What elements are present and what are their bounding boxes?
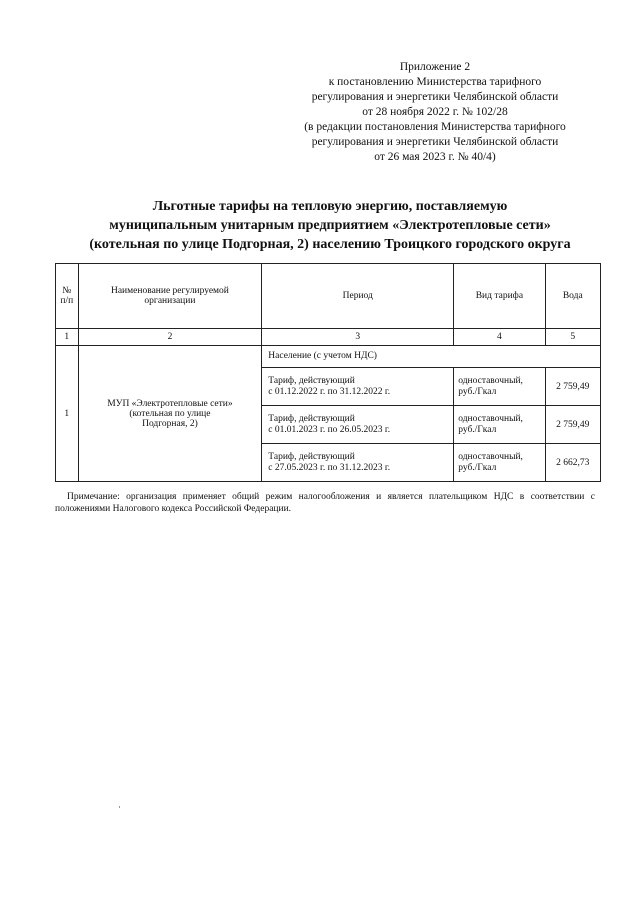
tariff-type-line1: одноставочный, [458, 413, 523, 424]
tariff-type-line1: одноставочный, [458, 451, 523, 462]
period-cell [262, 444, 454, 482]
column-number: 4 [454, 329, 545, 346]
period-line1: Тариф, действующий [268, 375, 355, 386]
scan-speck [119, 806, 120, 808]
period-line2: с 01.12.2022 г. по 31.12.2022 г. [268, 386, 391, 397]
tariff-type-line2: руб./Гкал [458, 424, 497, 435]
appendix-line: (в редакции постановления Министерства тарифного [304, 121, 566, 133]
header-org-line2: организации [144, 296, 196, 306]
appendix-line: от 28 ноября 2022 г. № 102/28 [362, 106, 508, 118]
column-number: 3 [262, 329, 454, 346]
appendix-block [250, 60, 620, 165]
tariff-type-line1: одноставочный, [458, 375, 523, 386]
organization-cell [78, 346, 262, 482]
header-tariff-type: Вид тарифа [454, 264, 545, 329]
title-line: муниципальным унитарным предприятием «Электротепловые сети» [109, 218, 551, 233]
document-title [40, 197, 620, 254]
title-line: Льготные тарифы на тепловую энергию, поставляемую [152, 199, 508, 214]
organization-line2: (котельная по улице [129, 408, 211, 419]
appendix-line: Приложение 2 [399, 61, 471, 73]
tariff-type-line2: руб./Гкал [458, 386, 497, 397]
period-cell [262, 368, 454, 406]
period-cell [262, 406, 454, 444]
appendix-line: регулирования и энергетики Челябинской области [311, 91, 559, 103]
water-value: 2 759,49 [545, 406, 600, 444]
tariff-type-cell [454, 368, 545, 406]
column-number: 1 [56, 329, 79, 346]
period-line1: Тариф, действующий [268, 451, 355, 462]
appendix-line: к постановлению Министерства тарифного [328, 76, 542, 88]
header-num-line1: № [62, 286, 72, 296]
header-period: Период [262, 264, 454, 329]
tariff-type-cell [454, 406, 545, 444]
header-water: Вода [545, 264, 600, 329]
organization-line3: Подгорная, 2) [142, 418, 198, 429]
tariff-type-line2: руб./Гкал [458, 462, 497, 473]
column-number: 2 [78, 329, 262, 346]
population-row [56, 346, 601, 368]
water-value: 2 759,49 [545, 368, 600, 406]
column-number-row [56, 329, 601, 346]
period-line1: Тариф, действующий [268, 413, 355, 424]
title-line: (котельная по улице Подгорная, 2) населению Троицкого городского округа [89, 237, 571, 252]
water-value: 2 662,73 [545, 444, 600, 482]
organization-line1: МУП «Электротепловые сети» [107, 398, 233, 409]
header-organization [78, 264, 262, 329]
column-number: 5 [545, 329, 600, 346]
period-line2: с 27.05.2023 г. по 31.12.2023 г. [268, 462, 391, 473]
table-header-row [56, 264, 601, 329]
row-number: 1 [56, 346, 79, 482]
header-num [56, 264, 79, 329]
tariff-table [55, 263, 601, 482]
appendix-line: регулирования и энергетики Челябинской области [311, 136, 559, 148]
tariff-type-cell [454, 444, 545, 482]
period-line2: с 01.01.2023 г. по 26.05.2023 г. [268, 424, 391, 435]
population-label: Население (с учетом НДС) [262, 346, 601, 368]
header-org-line1: Наименование регулируемой [110, 286, 229, 296]
header-num-line2: п/п [60, 296, 74, 306]
appendix-line: от 26 мая 2023 г. № 40/4) [374, 151, 496, 163]
footnote: Примечание: организация применяет общий режим налогообложения и является плательщиком НДС в соответствии с положениями Налогового кодекса Российской Федерации. [55, 492, 595, 514]
